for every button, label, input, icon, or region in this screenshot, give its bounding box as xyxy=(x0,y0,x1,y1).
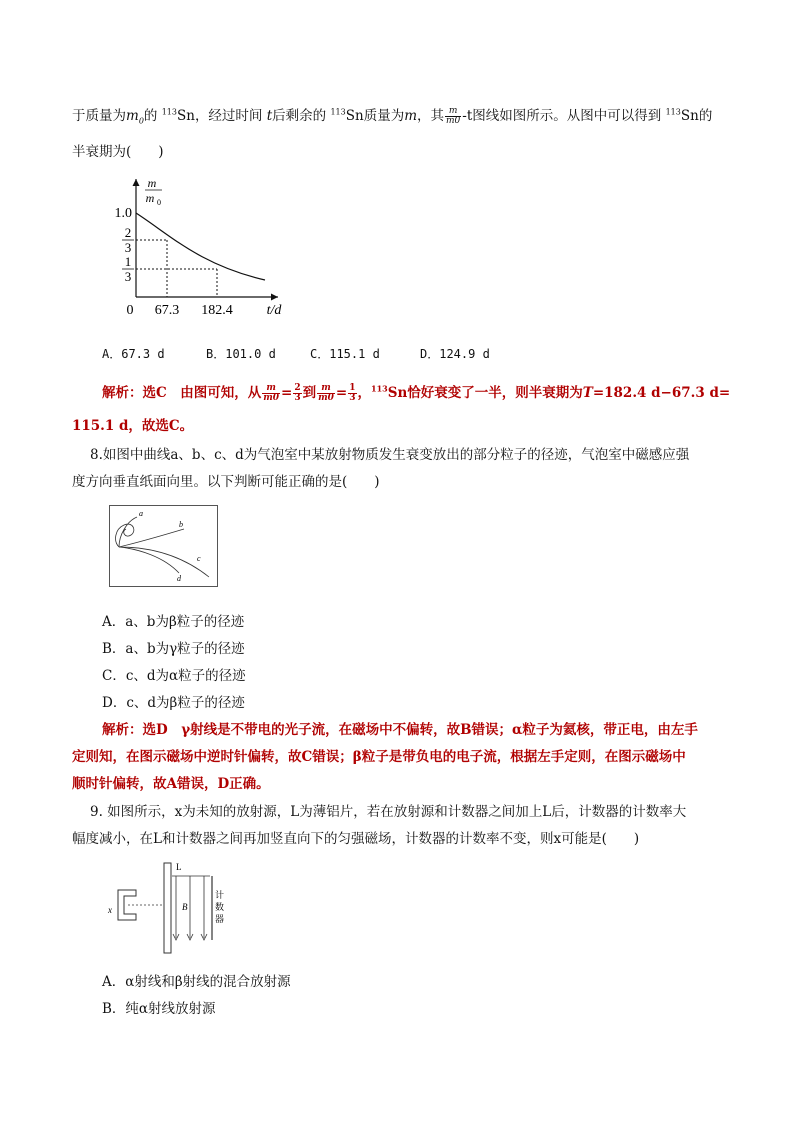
m0-symbol: m xyxy=(126,108,139,124)
sol7-sn: Sn xyxy=(387,385,408,401)
sol7-frac2 xyxy=(293,384,301,403)
tick-13-n: 1 xyxy=(124,254,132,269)
tick-13-d: 3 xyxy=(124,269,132,284)
q9-line1: 9. 如图所示，x为未知的放射源，L为薄铝片，若在放射源和计数器之间加上L后，计数器的计数率大 xyxy=(90,804,687,820)
m0-sub: 0 xyxy=(138,116,144,126)
label-x: x xyxy=(108,905,112,915)
sn-mass-1: 113 xyxy=(161,107,177,117)
y-label-den-sub: 0 xyxy=(157,198,161,207)
sol7-f2n: 2 xyxy=(294,383,301,393)
sn-2: Sn xyxy=(345,108,364,124)
tick-23-n: 2 xyxy=(124,225,132,240)
sn-3: Sn xyxy=(680,108,699,124)
sol7-f3d: m0 xyxy=(318,393,334,403)
track-c xyxy=(119,547,209,577)
chamber-frame xyxy=(110,506,218,587)
label-b: b xyxy=(179,520,183,529)
q7-options xyxy=(102,345,490,362)
q7-text-f: ，其 xyxy=(417,108,445,124)
q7-fraction xyxy=(445,107,461,126)
decay-graph xyxy=(100,175,300,325)
q7-solution-line2: 115.1 d，故选C。 xyxy=(72,418,194,434)
q7-text-d: 后剩余的 xyxy=(272,108,327,124)
sol7-sn-mass: 113 xyxy=(371,383,388,394)
x-axis-label: t/d xyxy=(266,303,282,318)
sol7-frac4 xyxy=(348,384,356,403)
aluminium-foil xyxy=(164,863,171,953)
track-b xyxy=(119,529,184,547)
label-B: B xyxy=(182,902,188,912)
q9-option-b[interactable]: B．纯α射线放射源 xyxy=(102,1001,216,1017)
q7-option-a[interactable]: A．67.3 d xyxy=(102,347,165,361)
label-a: a xyxy=(139,509,143,518)
q7-text-c: ，经过时间 xyxy=(194,108,263,124)
label-c: c xyxy=(197,554,201,563)
label-d: d xyxy=(177,574,181,583)
frac-den: m0 xyxy=(446,116,461,126)
q8-line1: 8.如图中曲线a、b、c、d为气泡室中某放射物质发生衰变放出的部分粒子的径迹，气泡室中磁感应强 xyxy=(90,447,690,463)
counter-char-2: 数 xyxy=(215,902,225,912)
q8-option-b[interactable]: B．a、b为γ粒子的径迹 xyxy=(102,641,245,657)
q8-option-d[interactable]: D．c、d为β粒子的径迹 xyxy=(102,695,245,711)
x-tick-67: 67.3 xyxy=(154,303,180,318)
q7-text-h: 的 xyxy=(698,108,713,124)
q9-line2: 幅度减小，在L和计数器之间再加竖直向下的匀强磁场，计数器的计数率不变，则x可能是( ) xyxy=(72,831,640,847)
q7-text-b: 的 xyxy=(143,108,158,124)
decay-curve xyxy=(136,213,265,280)
q8-option-a[interactable]: A．a、b为β粒子的径迹 xyxy=(102,614,245,630)
q8-option-c[interactable]: C．c、d为α粒子的径迹 xyxy=(102,668,246,684)
q7-line1 xyxy=(72,104,712,126)
sol7-a: 解析：选C 由图可知，从 xyxy=(102,385,262,401)
sol7-T: T xyxy=(582,385,593,401)
q8-line2: 度方向垂直纸面向里。以下判断可能正确的是( ) xyxy=(72,474,380,490)
sol7-f4n: 1 xyxy=(349,383,356,393)
q7-option-b[interactable]: B．101.0 d xyxy=(206,347,276,361)
sol7-frac3 xyxy=(317,384,335,403)
sn-1: Sn xyxy=(176,108,195,124)
q7-text-e: 质量为 xyxy=(363,108,405,124)
radiation-source-figure xyxy=(106,858,246,958)
tick-1-0: 1.0 xyxy=(114,206,132,221)
q8-solution-line1: 解析：选D γ射线是不带电的光子流，在磁场中不偏转，故B错误；α粒子为氦核，带正电，由左手 xyxy=(102,722,698,738)
sol7-b: ， xyxy=(357,385,371,401)
sol7-eq2: = xyxy=(335,385,348,401)
sn-mass-3: 113 xyxy=(665,107,681,117)
q8-solution-line2: 定则知，在图示磁场中逆时针偏转，故C错误；β粒子是带负电的电子流，根据左手定则，在图示磁场中 xyxy=(72,749,686,765)
y-label-den: m xyxy=(145,191,155,205)
tick-23-d: 3 xyxy=(124,240,132,255)
sol7-frac1 xyxy=(262,384,280,403)
x-tick-182: 182.4 xyxy=(201,303,233,318)
sol7-f1n: m xyxy=(262,384,280,394)
sol7-to: 到 xyxy=(302,385,317,401)
sol7-c: 恰好衰变了一半，则半衰期为 xyxy=(407,385,583,401)
q7-option-c[interactable]: C．115.1 d xyxy=(310,347,380,361)
origin-label: 0 xyxy=(126,303,134,318)
bubble-chamber-figure xyxy=(109,505,219,587)
sol7-f3n: m xyxy=(317,384,335,394)
sol7-f2d: 3 xyxy=(294,393,301,403)
q7-solution-line1 xyxy=(102,381,730,403)
sol7-eq1: = xyxy=(281,385,293,401)
track-d xyxy=(119,547,179,573)
track-a xyxy=(116,517,137,547)
frac-num: m xyxy=(445,107,461,117)
q7-text-a: 于质量为 xyxy=(72,108,126,124)
q7-text-g: -t图线如图所示。从图中可以得到 xyxy=(462,108,662,124)
q9-option-a[interactable]: A．α射线和β射线的混合放射源 xyxy=(102,974,291,990)
t-symbol: t xyxy=(266,108,273,124)
q8-solution-line3: 顺时针偏转，故A错误，D正确。 xyxy=(72,776,270,792)
m-symbol: m xyxy=(404,108,418,124)
y-label-num: m xyxy=(147,176,157,190)
counter-char-3: 器 xyxy=(215,914,225,924)
q7-option-d[interactable]: D．124.9 d xyxy=(420,347,490,361)
sn-mass-2: 113 xyxy=(330,107,346,117)
label-L: L xyxy=(176,862,182,872)
q7-line2: 半衰期为( ) xyxy=(72,144,164,160)
sol7-f4d: 3 xyxy=(349,393,356,403)
sol7-f1d: m0 xyxy=(263,393,280,403)
counter-char-1: 计 xyxy=(215,890,225,900)
sol7-d: =182.4 d−67.3 d= xyxy=(592,385,731,401)
